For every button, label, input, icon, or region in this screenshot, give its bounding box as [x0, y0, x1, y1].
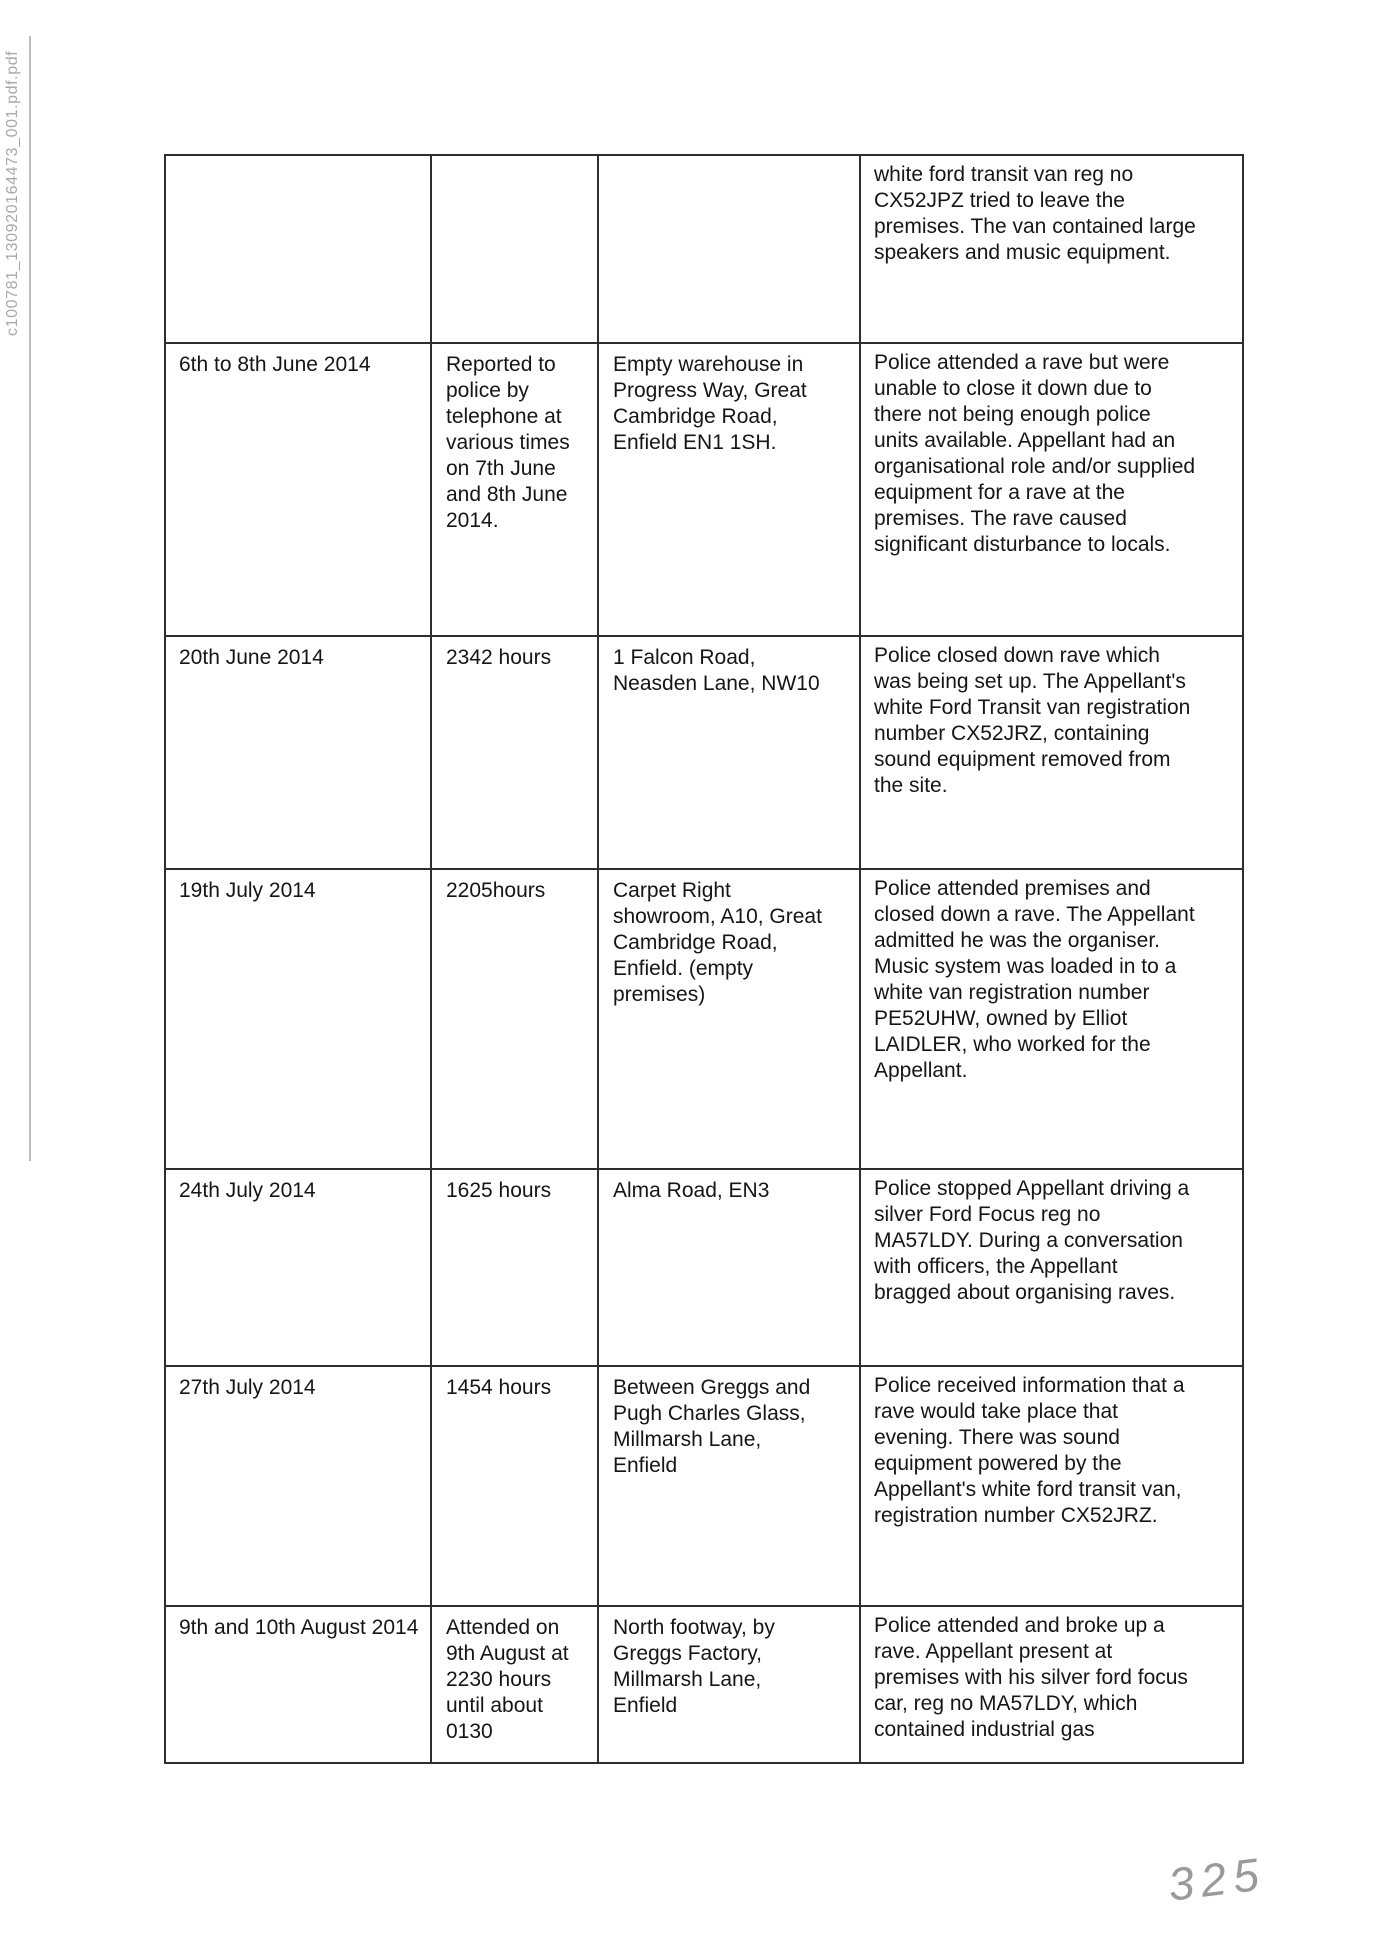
cell-time — [431, 155, 598, 343]
filename-watermark: c100781_130920164473_001.pdf.pdf — [4, 50, 21, 336]
table-row — [165, 869, 1243, 1169]
cell-date — [165, 155, 431, 343]
table-row — [165, 1366, 1243, 1606]
cell-time: 1454 hours — [431, 1366, 598, 1606]
cell-details: Police attended premises and closed down a rave. The Appellant admitted he was the organiser. Music system was loaded in to a white van registration number PE52UHW, owned by Elliot LAIDLER, who worked for the Appellant. — [860, 869, 1243, 1169]
table-row — [165, 1606, 1243, 1763]
incident-table — [164, 154, 1244, 1764]
table-row — [165, 343, 1243, 636]
cell-location: Between Greggs and Pugh Charles Glass, Millmarsh Lane, Enfield — [598, 1366, 860, 1606]
table-row — [165, 636, 1243, 869]
cell-location: Alma Road, EN3 — [598, 1169, 860, 1366]
cell-details: Police attended a rave but were unable to close it down due to there not being enough police units available. Appellant had an organisational role and/or supplied equipment for a rave at the premises. The rave caused significant disturbance to locals. — [860, 343, 1243, 636]
cell-location: Carpet Right showroom, A10, Great Cambridge Road, Enfield. (empty premises) — [598, 869, 860, 1169]
cell-time: Attended on 9th August at 2230 hours until about 0130 — [431, 1606, 598, 1763]
cell-date: 27th July 2014 — [165, 1366, 431, 1606]
cell-date: 6th to 8th June 2014 — [165, 343, 431, 636]
cell-details: Police stopped Appellant driving a silver Ford Focus reg no MA57LDY. During a conversation with officers, the Appellant bragged about organising raves. — [860, 1169, 1243, 1366]
handwritten-page-number: 325 — [1165, 1847, 1269, 1911]
cell-time: Reported to police by telephone at various times on 7th June and 8th June 2014. — [431, 343, 598, 636]
cell-details: Police closed down rave which was being set up. The Appellant's white Ford Transit van registration number CX52JRZ, containing sound equipment removed from the site. — [860, 636, 1243, 869]
cell-location — [598, 155, 860, 343]
cell-time: 1625 hours — [431, 1169, 598, 1366]
cell-date: 9th and 10th August 2014 — [165, 1606, 431, 1763]
table-row — [165, 1169, 1243, 1366]
cell-details: Police received information that a rave would take place that evening. There was sound equipment powered by the Appellant's white ford transit van, registration number CX52JRZ. — [860, 1366, 1243, 1606]
scan-margin-line — [29, 36, 31, 1161]
cell-details: white ford transit van reg no CX52JPZ tried to leave the premises. The van contained large speakers and music equipment. — [860, 155, 1243, 343]
cell-date: 19th July 2014 — [165, 869, 431, 1169]
cell-details: Police attended and broke up a rave. Appellant present at premises with his silver ford focus car, reg no MA57LDY, which contained industrial gas — [860, 1606, 1243, 1763]
cell-time: 2342 hours — [431, 636, 598, 869]
cell-location: 1 Falcon Road, Neasden Lane, NW10 — [598, 636, 860, 869]
cell-date: 24th July 2014 — [165, 1169, 431, 1366]
cell-location: Empty warehouse in Progress Way, Great Cambridge Road, Enfield EN1 1SH. — [598, 343, 860, 636]
table-row — [165, 155, 1243, 343]
cell-time: 2205hours — [431, 869, 598, 1169]
cell-location: North footway, by Greggs Factory, Millmarsh Lane, Enfield — [598, 1606, 860, 1763]
cell-date: 20th June 2014 — [165, 636, 431, 869]
